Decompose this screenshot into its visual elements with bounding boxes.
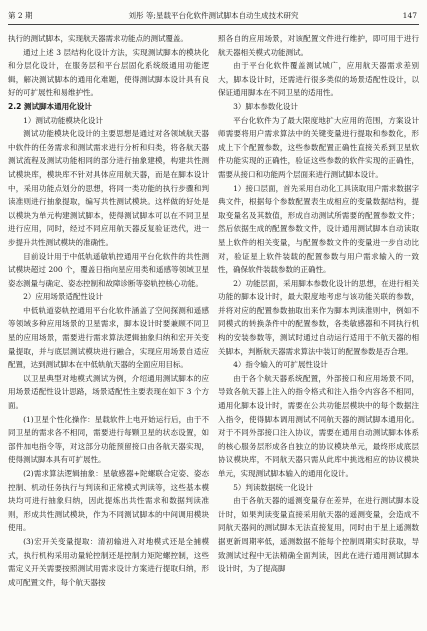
running-title: 刘彤 等;星载平台化软件测试脚本自动生成技术研究 xyxy=(128,11,299,20)
subsection-heading: 1）测试功能模块化设计 xyxy=(23,115,103,125)
running-header xyxy=(8,8,419,25)
paragraph: 平台化软件为了最大限度地扩大应用的范围，方案设计师需要将用户需求算法中的关键变量进行提取和参数化，形成上下个配置参数，这些参数配置正确性直接关系到卫星软件功能实现的正确性，验证这些参数的软件实现的正确性，需要从接口和功能两个层面来进行测试脚本设计。 xyxy=(218,115,419,179)
paragraph: 由于平台化软件覆盖测试城广，应用航天器需求差别大，脚本设计时，还需进行很多类似的场景适配性设计，以保证通用脚本在不同卫星的适用性。 xyxy=(218,61,419,98)
section-heading: 2.2 测试脚本通用化设计 xyxy=(8,101,92,111)
list-item: (1)卫星个性化操作：星载软件上电开始运行后，由于不同卫星的需求各不相同，需要进行每颗卫星的状态设置，如部件加电指令等，对这部分功能预留接口由各航天器实现，使得测试脚本具有可扩展性。 xyxy=(8,414,209,465)
issue-number: 第 2 期 xyxy=(8,11,33,20)
paragraph: 以卫星典型对地模式测试为例，介绍通用测试脚本的应用场景适配性设计思路，场景适配性主要表现在如下 3 个方面。 xyxy=(8,373,209,411)
list-item: (2)需求算法逻辑抽象：星敏感器+陀螺联合定姿、姿态控制、机动任务执行与判读和正常模式判读等，这些基本模块均可进行抽象归纳，因此提炼出共性需求和数据判读准则，形成共性测试模块，作为不同测试脚本的中间调用模块使用。 xyxy=(8,469,209,533)
paragraph: 2）功能层面，采用脚本参数化设计的思想，在进行相关功能的脚本设计时，最大限度地考虑与该功能关联的参数，并将对应的配置参数抽取出来作为脚本判读准则中，例如不同模式的转换条件中的配置参数，各类敏感器和不同执行机构的安装参数等，测试时通过自动运行适用于不航天器的相关脚本，判断航天器需求算法中装订的配置参数是否合理。 xyxy=(218,278,419,356)
subsection-heading: 3）脚本参数化设计 xyxy=(233,101,298,111)
paragraph: 目前设计用于中低轨遥敏轨控通用平台化软件的共性测试模块超过 200 个，覆盖日指向星应用类和遥感等领域卫星姿态测量与确定、姿态控制和故障诊断等姿轨控核心功能。 xyxy=(8,251,209,288)
subsection-heading: 5）判读数据统一化设计 xyxy=(233,482,313,492)
subsection-heading: 4）指令输入的可扩展性设计 xyxy=(233,360,328,370)
paragraph: 由于各个航天器系统配置，外部接口和应用场景不同，导致各航天器上注入的指令格式和注入指令内容各不相同，通用化脚本设计时，需要在公共功能层模块中的每个数据注入指令，使得脚本调用测试不同航天器的测试脚本通用化。对于不同外部接口注入协议，需要在通用自动测试脚本体系的核心服务层形成各自独立的协议模块单元，最终形成底层协议模块库，不同航天器只需从此库中挑选相应的协议模块单元，实现测试脚本输入的通用化设计。 xyxy=(218,373,419,478)
paragraph: 由于各航天器的遥测变量存在差异，在进行测试脚本设计时，如果判读变量直接采用航天器的遥测变量，会造成不同航天器间的测试脚本无法直接复用，同时由于星上遥测数据更新周期率低，遥测数据不能每个控制周期实时获取，导致测试过程中无法精确全面判读，因此在进行通用测试脚本设计时，为了提高脚 xyxy=(218,496,419,574)
page-number: 147 xyxy=(402,11,417,20)
left-column xyxy=(8,32,209,628)
list-item: (3)宏开关变量提取：清初输进入对地模式还是全捕模式，执行机构采用动量轮控制还是控制力矩陀螺控制，这些需定义开关需要按照测试用需求设计方案进行提取归纳，形成可配置文件，每个航天器按 xyxy=(8,536,209,587)
paragraph: 测试功能模块化设计的主要思想是通过对各领域航天器中软件的任务需求和测试需求进行分析和归类，将各航天器测试流程及测试功能相同的部分进行抽象建模，构建共性测试模块库，模块库不针对具体应用航天器，而是在脚本设计中，采用功能点划分的思想，将同一类功能的执行步骤和判读准则进行抽象提取，编写共性测试模块。这样做的好处是以模块为单元构建测试脚本，使得测试脚本可以在不同卫星进行应用，同时，经过不同应用航天器反复验证迭代，进一步提升共性测试模块的准确性。 xyxy=(8,129,209,247)
subsection-heading: 2）应用场景适配性设计 xyxy=(23,292,103,302)
paragraph: 1）接口层面，首先采用自动化工具读取用户需求数据字典文件，根据每个参数配置表生成相应的变量数据结构，提取变量名及其数值，形成自动测试所需要的配置参数文件；然后依据生成的配置参数文件，设计通用测试脚本自动读取星上软件的相关变量，与配置参数文件的变量进一步自动比对，验证星上软件装载的配置参数与用户需求输入的一致性，确保软件装载参数的正确性。 xyxy=(218,183,419,275)
paragraph: 通过上述 3 层结构化设计方法，实现测试脚本的模块化和分层化设计，在服务层和平台层固化系统级通用功能逻辑，解决测试脚本的通用化难题，使得测试脚本设计具有良好的可扩展性和易维护性。 xyxy=(8,47,209,98)
paragraph: 照各自的应用场景，对该配置文件进行维护，即可用于进行航天器相关模式功能测试。 xyxy=(218,34,419,57)
paragraph: 中低轨道姿轨控通用平台化软件涵盖了空间探测和遥感等领域多种应用场景的卫星需求，脚本设计时要兼顾不同卫星的应用场景，需要进行需求算法逻辑抽象归纳和宏开关变量提取，并与底层测试模块进行融合，实现应用场景自适应配置，达到测试脚本在中低轨航天器的全面应用目标。 xyxy=(8,305,209,370)
paragraph: 执行的测试脚本，实现航天器需求功能点的测试覆盖。 xyxy=(8,34,188,43)
right-column xyxy=(218,32,419,628)
